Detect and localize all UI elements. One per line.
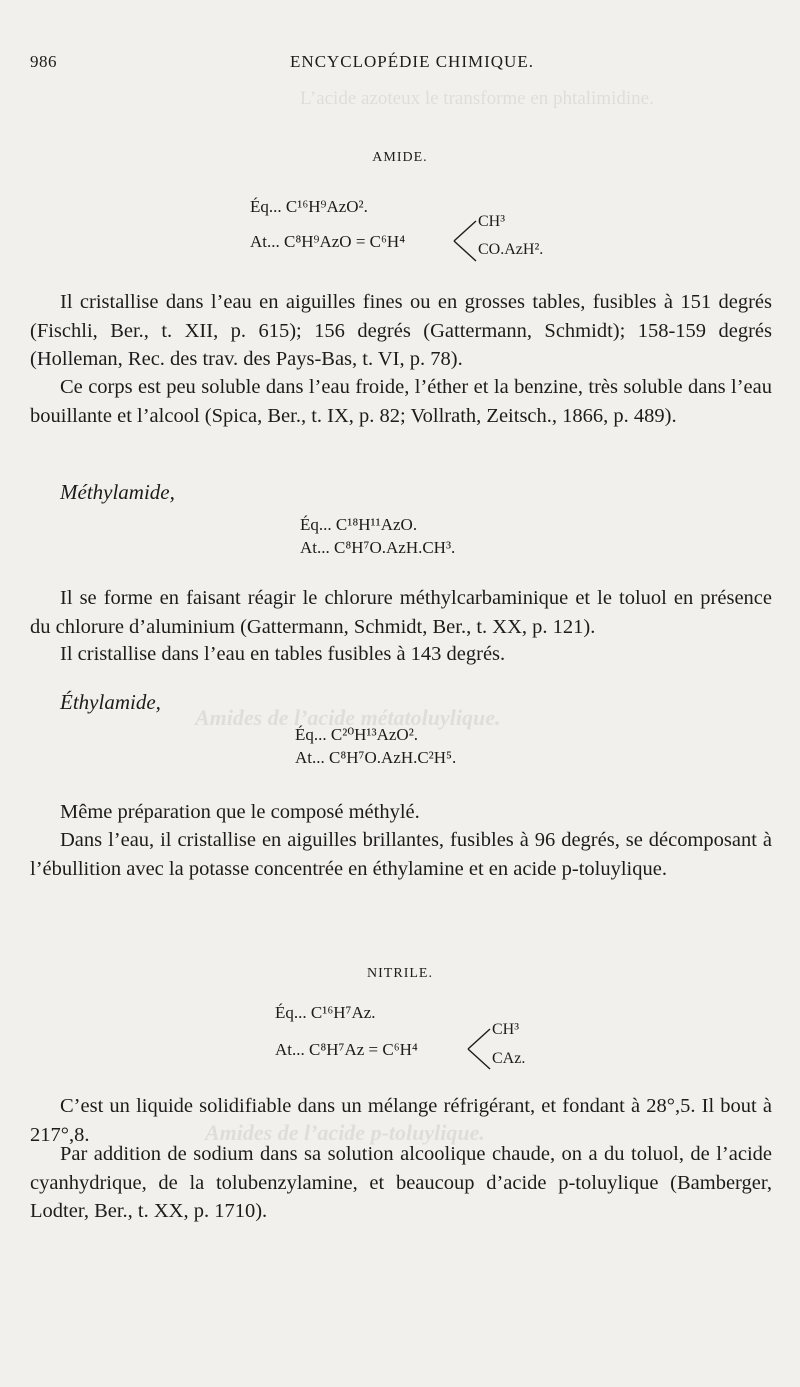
at-formula: At... C⁸H⁷Az = C⁶H⁴ <box>275 1040 418 1059</box>
branch-top: CH³ <box>478 213 506 230</box>
branch-bottom: CO.AzH². <box>478 241 544 258</box>
paragraph: Il cristallise dans l’eau en aiguilles fines ou en grosses tables, fusibles à 151 degrés (Fischli, Ber., t. XII, p. 615); 156 degrés (Gattermann, Schmidt); 158-159 degrés (Holleman, Rec. des trav. des Pays-Bas, t. VI, p. 78). <box>30 291 772 370</box>
section-label-amide: AMIDE. <box>372 150 428 165</box>
at-formula: At... C⁸H⁷O.AzH.C²H⁵. <box>295 748 457 767</box>
branch-bracket-icon <box>466 1026 494 1072</box>
paragraph: Par addition de sodium dans sa solution alcoolique chaude, on a du toluol, de l’acide cyanhydrique, de la tolubenzylamine, et beaucoup d’acide p-toluylique (Bamberger, Lodter, Ber., t. XX, p. 1710). <box>30 1143 772 1222</box>
branch-bracket-icon <box>452 218 480 264</box>
eq-formula: Éq... C¹⁶H⁹AzO². <box>250 197 368 216</box>
show-through-text: L’acide azoteux le transforme en phtalimidine. <box>300 88 654 109</box>
at-formula: At... C⁸H⁹AzO = C⁶H⁴ <box>250 232 406 251</box>
eq-formula: Éq... C¹⁶H⁷Az. <box>275 1003 376 1022</box>
paragraph: Dans l’eau, il cristallise en aiguilles brillantes, fusibles à 96 degrés, se décomposant à l’ébullition avec la potasse concentrée en éthylamine et en acide p-toluylique. <box>30 829 772 880</box>
eq-formula: Éq... C²⁰H¹³AzO². <box>295 725 419 744</box>
eq-formula: Éq... C¹⁸H¹¹AzO. <box>300 515 418 534</box>
show-through-heading: Amides de l’acide métatoluylique. <box>195 705 501 730</box>
branch-top: CH³ <box>492 1021 520 1038</box>
show-through-heading: Amides de l’acide p-toluylique. <box>205 1120 485 1145</box>
paragraph: Même préparation que le composé méthylé. <box>60 801 420 823</box>
section-label-nitrile: NITRILE. <box>367 966 433 981</box>
running-title: ENCYCLOPÉDIE CHIMIQUE. <box>290 52 534 71</box>
paragraph: Il cristallise dans l’eau en tables fusibles à 143 degrés. <box>60 643 506 665</box>
paragraph: Il se forme en faisant réagir le chlorure méthylcarbaminique et le toluol en présence du chlorure d’aluminium (Gattermann, Schmidt, Ber., t. XX, p. 121). <box>30 587 772 638</box>
page-number: 986 <box>30 52 57 71</box>
subheading-methylamide: Méthylamide, <box>60 480 175 504</box>
at-formula: At... C⁸H⁷O.AzH.CH³. <box>300 538 456 557</box>
branch-bottom: CAz. <box>492 1050 526 1067</box>
paragraph: C’est un liquide solidifiable dans un mélange réfrigérant, et fondant à 28°,5. Il bout à 217°,8. <box>30 1095 772 1146</box>
subheading-ethylamide: Éthylamide, <box>60 690 161 714</box>
paragraph: Ce corps est peu soluble dans l’eau froide, l’éther et la benzine, très soluble dans l’eau bouillante et l’alcool (Spica, Ber., t. IX, p. 82; Vollrath, Zeitsch., 1866, p. 489). <box>30 376 772 427</box>
